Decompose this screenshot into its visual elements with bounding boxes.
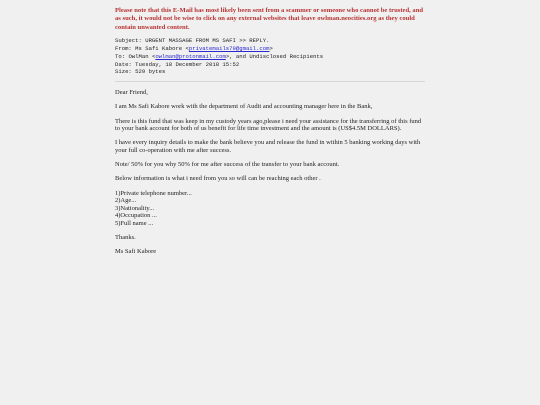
body-paragraph-4: Note/ 50% for you why 50% for me after success of the transfer to your bank account. (115, 161, 340, 169)
signature: Ms Safi Kabore (115, 248, 157, 256)
email-headers (115, 37, 425, 76)
body-paragraph-1: I am Ms Safi Kabore work with the department of Audit and accounting manager here in the Bank, (115, 103, 373, 111)
list-item: 4)Occupation ... (115, 212, 157, 220)
size-label: Size: (115, 68, 132, 76)
list-item: 1)Private telephone number... (115, 189, 192, 197)
info-request-list (115, 190, 425, 228)
email-column (115, 7, 425, 256)
list-item: 2)Age... (115, 197, 137, 205)
body-paragraph-3: I have every inquiry details to make the bank believe you and release the fund in within 5 banking working days with your full co-operation with me after success. (115, 139, 421, 154)
date-label: Date: (115, 60, 132, 68)
from-name: Ms Safi Kabore (135, 45, 183, 53)
body-paragraph-2: There is this fund that was keep in my custody years ago,please i need your assistance for the transferring of this fund to your bank account for both of us benefit for life time investment and the amount is (US$4.5M DOLLARS). (115, 117, 422, 133)
subject-label: Subject: (115, 37, 142, 45)
list-item: 5)Full name ... (115, 219, 154, 227)
subject-line (115, 37, 425, 45)
from-email-link[interactable]: privatemails79@gmail.com (188, 45, 270, 53)
to-label: To: (115, 52, 126, 60)
to-line: To: OwlMan <owlman@protonmail.com>, and Undisclosed Recipients (115, 52, 324, 60)
to-name: OwlMan (128, 52, 149, 60)
date-line (115, 61, 425, 69)
size-value: 529 bytes (135, 68, 166, 76)
from-label: From: (115, 45, 132, 53)
to-email-link[interactable]: owlman@protonmail.com (155, 52, 226, 60)
scam-warning: Please note that this E-Mail has most likely been sent from a scammer or someone who cannot be trusted, and as such, it would not be wise to click on any external websites that leave owlman.neocities.org as they could contain unwanted content. (115, 7, 424, 31)
to-extra: , and Undisclosed Recipients (229, 52, 324, 60)
greeting: Dear Friend, (115, 89, 148, 97)
body-paragraph-5: Below information is what i need from you so will can be reaching each other . (115, 175, 321, 183)
header-divider (115, 81, 425, 82)
subject-value: URGENT MASSAGE FROM MS SAFI >> REPLY. (145, 37, 270, 45)
thanks: Thanks. (115, 234, 136, 242)
from-line: From: Ms Safi Kabore <privatemails79@gmail.com> (115, 45, 273, 53)
email-body (115, 89, 425, 256)
date-value: Tuesday, 18 December 2018 15:52 (135, 60, 240, 68)
size-line (115, 68, 425, 76)
list-item: 3)Nationality... (115, 204, 155, 212)
